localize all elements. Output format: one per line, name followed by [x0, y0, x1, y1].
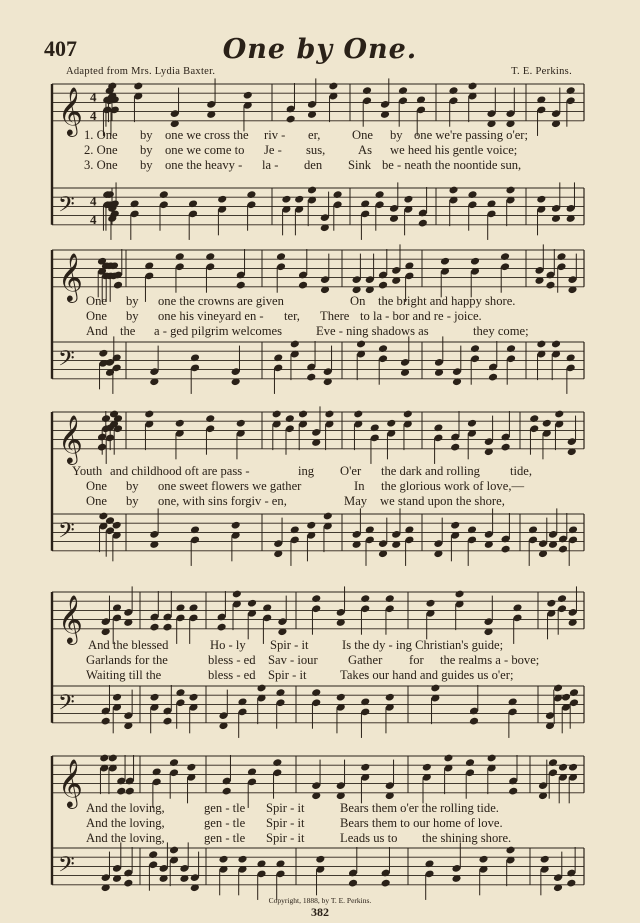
lyric-word: the shining shore. [422, 831, 512, 845]
note-head [247, 599, 257, 608]
note-head [404, 525, 414, 534]
lyric-word: In [354, 479, 365, 493]
lyric-line [86, 653, 586, 668]
note-head [205, 414, 215, 423]
lyric-word: by [140, 143, 153, 157]
note-head [500, 252, 510, 261]
lyric-word: May [344, 494, 368, 508]
note-head [125, 787, 135, 796]
note-head [232, 590, 242, 599]
note-head [152, 767, 162, 776]
lyric-word: one we come to [165, 143, 245, 157]
note-head [246, 190, 256, 199]
note-head [568, 525, 578, 534]
treble-clef: 𝄞 [58, 251, 83, 301]
note-head [440, 257, 450, 266]
note-head [425, 599, 435, 608]
copyright-notice: Copyright, 1888, by T. E. Perkins. [268, 896, 372, 905]
note-head [112, 693, 122, 702]
note-head [386, 419, 396, 428]
lyric-word: Sav - iour [268, 653, 318, 667]
lyric-word: Spir - it [266, 831, 305, 845]
note-head [467, 190, 477, 199]
note-head [148, 850, 158, 859]
note-head [236, 419, 246, 428]
note-head [416, 95, 426, 104]
note-head [190, 353, 200, 362]
lyric-word: As [358, 143, 372, 157]
note-head [275, 859, 285, 868]
lyric-word: Spir - it [266, 816, 305, 830]
lyric-word: One [86, 494, 107, 508]
note-head [569, 688, 579, 697]
lyric-word: one sweet flowers we gather [158, 479, 302, 493]
lyric-word: by [126, 309, 139, 323]
lyric-word: we heed his gentle voice; [390, 143, 518, 157]
treble-clef: 𝄞 [58, 593, 83, 643]
note-head [169, 846, 179, 855]
note-head [328, 82, 338, 91]
note-head [256, 684, 266, 693]
note-head [188, 603, 198, 612]
note-head [237, 697, 247, 706]
note-head [324, 410, 334, 419]
note-head [454, 590, 464, 599]
lyric-line [84, 128, 584, 143]
music-credit: T. E. Perkins. [511, 66, 572, 77]
lyric-word: And [86, 324, 108, 338]
lyric-word: they come; [473, 324, 529, 338]
lyric-word: we stand upon the shore, [380, 494, 505, 508]
lyric-word: be - neath the noontide sun, [382, 158, 522, 172]
lyric-word: Leads us to [340, 831, 398, 845]
note-head [231, 521, 241, 530]
note-head [205, 252, 215, 261]
lyric-line [86, 668, 586, 683]
note-head [470, 344, 480, 353]
note-head [505, 186, 515, 195]
lyric-word: 1. One [84, 128, 118, 142]
note-head [175, 688, 185, 697]
lyric-word: Takes our hand and guides us o'er; [340, 668, 514, 682]
lyric-word: And the loving, [86, 801, 165, 815]
note-head [467, 82, 477, 91]
note-head [508, 697, 518, 706]
lyric-line [86, 324, 586, 339]
note-head [360, 763, 370, 772]
note-head [285, 414, 295, 423]
lyric-line [84, 158, 584, 173]
note-head [470, 257, 480, 266]
lyric-word: by [126, 494, 139, 508]
lyric-word: la - [262, 158, 279, 172]
note-head [188, 693, 198, 702]
note-head [508, 787, 518, 796]
treble-clef: 𝄞 [58, 85, 83, 135]
note-head [486, 199, 496, 208]
note-head [306, 373, 316, 382]
lyric-word: Spir - it [268, 668, 307, 682]
note-head [536, 195, 546, 204]
lyric-word: er, [308, 128, 321, 142]
note-head [566, 353, 576, 362]
note-head [487, 754, 497, 763]
lyric-word: Spir - it [270, 638, 309, 652]
note-head [276, 252, 286, 261]
note-head [217, 195, 227, 204]
lyric-line [86, 801, 586, 816]
note-head [218, 855, 228, 864]
lyric-word: Garlands for the [86, 653, 168, 667]
note-head [378, 281, 388, 290]
note-head [360, 199, 370, 208]
note-head [362, 86, 372, 95]
lyric-word: Bears them o'er the rolling tide. [340, 801, 499, 815]
lyric-word: One [352, 128, 373, 142]
note-head [568, 763, 578, 772]
note-head [333, 190, 343, 199]
lyric-word: Eve - ning shadows as [316, 324, 429, 338]
lyric-word: Sink [348, 158, 372, 172]
note-head [237, 855, 247, 864]
note-head [370, 423, 380, 432]
note-head [273, 353, 283, 362]
note-head [403, 195, 413, 204]
page-number: 382 [311, 905, 329, 919]
lyric-word: to la - bor and re - joice. [360, 309, 482, 323]
note-head [272, 758, 282, 767]
note-head [561, 693, 571, 702]
note-head [551, 340, 561, 349]
lyric-word: Spir - it [266, 801, 305, 815]
lyric-line [86, 479, 586, 494]
note-head [336, 693, 346, 702]
lyric-word: ter, [284, 309, 300, 323]
lyric-word: one we're passing o'er; [414, 128, 528, 142]
lyric-line [88, 638, 588, 653]
note-head [404, 261, 414, 270]
time-signature-bottom: 4 [90, 211, 97, 227]
lyric-line [86, 294, 586, 309]
lyric-word: One [86, 479, 107, 493]
lyric-word: and childhood oft are pass - [110, 464, 250, 478]
note-head [360, 594, 370, 603]
lyric-word: for [409, 653, 424, 667]
hymn-title: One by One. [222, 34, 418, 65]
lyric-word: ing [298, 464, 315, 478]
bass-clef: 𝄢 [58, 852, 75, 883]
note-head [281, 195, 291, 204]
note-head [348, 879, 358, 888]
lyric-word: one we cross the [165, 128, 249, 142]
note-head [169, 758, 179, 767]
note-head [467, 419, 477, 428]
note-head [505, 846, 515, 855]
note-head [528, 525, 538, 534]
note-head [123, 879, 133, 888]
lyric-word: the glorious work of love,— [381, 479, 525, 493]
lyric-word: bless - ed [208, 653, 256, 667]
lyric-word: O'er [340, 464, 362, 478]
note-head [113, 281, 123, 290]
lyric-word: by [126, 479, 139, 493]
lyric-line [72, 464, 582, 479]
lyric-word: Je - [264, 143, 282, 157]
note-head [554, 410, 564, 419]
note-head [101, 414, 111, 423]
note-head [566, 879, 576, 888]
lyric-word: by [140, 128, 153, 142]
note-head [536, 95, 546, 104]
note-head [175, 603, 185, 612]
note-head [501, 443, 511, 452]
note-head [149, 693, 159, 702]
note-head [430, 684, 440, 693]
lyric-word: 2. One [84, 143, 118, 157]
note-head [162, 717, 172, 726]
lyric-word: bless - ed [208, 668, 256, 682]
note-head [381, 879, 391, 888]
lyric-word: On [350, 294, 366, 308]
note-head [175, 419, 185, 428]
hymn-number: 407 [44, 36, 77, 61]
note-head [450, 521, 460, 530]
note-head [424, 859, 434, 868]
lyric-word: one the heavy - [165, 158, 243, 172]
note-head [448, 186, 458, 195]
note-head [467, 525, 477, 534]
note-head [108, 754, 118, 763]
note-head [365, 525, 375, 534]
note-head [311, 594, 321, 603]
note-head [448, 86, 458, 95]
note-head [290, 340, 300, 349]
time-signature-top: 4 [90, 89, 97, 105]
lyric-word: Waiting till the [86, 668, 162, 682]
note-head [190, 525, 200, 534]
note-head [162, 623, 172, 632]
lyric-word: gen - tle [204, 831, 246, 845]
note-head [553, 684, 563, 693]
note-head [144, 410, 154, 419]
note-head [144, 261, 154, 270]
note-head [506, 344, 516, 353]
lyric-word: the realms a - bove; [440, 653, 540, 667]
treble-clef: 𝄞 [58, 413, 83, 463]
note-head [536, 340, 546, 349]
note-head [558, 763, 568, 772]
note-head [275, 688, 285, 697]
note-head [101, 717, 111, 726]
lyric-word: sus, [306, 143, 326, 157]
lyric-word: Bears them to our home of love. [340, 816, 503, 830]
lyric-word: by [390, 128, 403, 142]
note-head [450, 443, 460, 452]
lyric-line [86, 816, 586, 831]
lyric-word: the bright and happy shore. [378, 294, 516, 308]
lyric-word: One [86, 294, 107, 308]
lyric-word: riv - [264, 128, 286, 142]
lyric-word: And the loving, [86, 831, 165, 845]
note-head [378, 344, 388, 353]
lyric-word: There [320, 309, 350, 323]
lyric-word: Gather [348, 653, 383, 667]
note-head [353, 410, 363, 419]
note-head [262, 603, 272, 612]
note-head [375, 190, 385, 199]
lyric-word: by [140, 158, 153, 172]
lyric-line [86, 831, 586, 846]
lyric-word: den [304, 158, 323, 172]
lyric-word: And the loving, [86, 816, 165, 830]
note-head [542, 419, 552, 428]
lyric-word: Ho - ly [210, 638, 246, 652]
note-head [529, 414, 539, 423]
note-head [272, 410, 282, 419]
note-head [403, 410, 413, 419]
note-head [247, 767, 257, 776]
note-head [188, 199, 198, 208]
bass-clef: 𝄢 [58, 192, 75, 223]
note-head [130, 199, 140, 208]
note-head [385, 693, 395, 702]
note-head [298, 281, 308, 290]
note-head [159, 190, 169, 199]
note-head [465, 758, 475, 767]
lyric-word: one his vineyard en - [158, 309, 264, 323]
note-head [286, 115, 296, 124]
note-head [133, 82, 143, 91]
lyric-line [86, 309, 586, 324]
lyric-word: the dark and rolling [381, 464, 480, 478]
note-head [501, 545, 511, 554]
note-head [418, 219, 428, 228]
note-head [433, 423, 443, 432]
note-head [307, 186, 317, 195]
lyric-word: by [126, 294, 139, 308]
lyric-word: One [86, 309, 107, 323]
note-head [315, 855, 325, 864]
note-head [443, 754, 453, 763]
note-head [469, 717, 479, 726]
note-head [186, 763, 196, 772]
note-head [116, 787, 126, 796]
note-head [356, 340, 366, 349]
note-head [478, 855, 488, 864]
note-head [217, 623, 227, 632]
note-head [548, 758, 558, 767]
note-head [398, 86, 408, 95]
time-signature-bottom: 4 [90, 107, 97, 123]
note-head [306, 521, 316, 530]
note-head [175, 252, 185, 261]
lyric-word: And the blessed [88, 638, 169, 652]
lyric-line [84, 143, 584, 158]
note-head [98, 349, 108, 358]
note-head [256, 859, 266, 868]
lyric-word: one, with sins forgiv - en, [158, 494, 287, 508]
note-head [558, 545, 568, 554]
note-head [422, 763, 432, 772]
lyric-word: the [120, 324, 136, 338]
note-head [290, 525, 300, 534]
lyric-word: a - ged pilgrim welcomes [154, 324, 282, 338]
note-head [488, 373, 498, 382]
treble-clef: 𝄞 [58, 757, 83, 807]
note-head [360, 697, 370, 706]
note-head [545, 281, 555, 290]
time-signature-top: 4 [90, 193, 97, 209]
note-head [298, 410, 308, 419]
note-head [512, 603, 522, 612]
note-head [323, 512, 333, 521]
note-head [311, 688, 321, 697]
lyric-word: 3. One [84, 158, 118, 172]
note-head [236, 281, 246, 290]
lyric-word: Is the dy - ing Christian's guide; [342, 638, 504, 652]
note-head [294, 195, 304, 204]
bass-clef: 𝄢 [58, 346, 75, 377]
note-head [546, 599, 556, 608]
words-credit: Adapted from Mrs. Lydia Baxter. [66, 66, 216, 77]
lyric-word: tide, [510, 464, 533, 478]
lyric-word: gen - tle [204, 801, 246, 815]
lyric-line [86, 494, 586, 509]
lyric-word: one the crowns are given [158, 294, 284, 308]
note-head [99, 754, 109, 763]
note-head [557, 594, 567, 603]
note-head [540, 855, 550, 864]
note-head [222, 787, 232, 796]
note-head [149, 623, 159, 632]
bass-clef: 𝄢 [58, 518, 75, 549]
note-head [385, 594, 395, 603]
bass-clef: 𝄢 [58, 690, 75, 721]
note-head [112, 603, 122, 612]
note-head [566, 86, 576, 95]
note-head [243, 91, 253, 100]
note-head [556, 252, 566, 261]
lyric-word: Youth [72, 464, 103, 478]
lyric-word: gen - tle [204, 816, 246, 830]
